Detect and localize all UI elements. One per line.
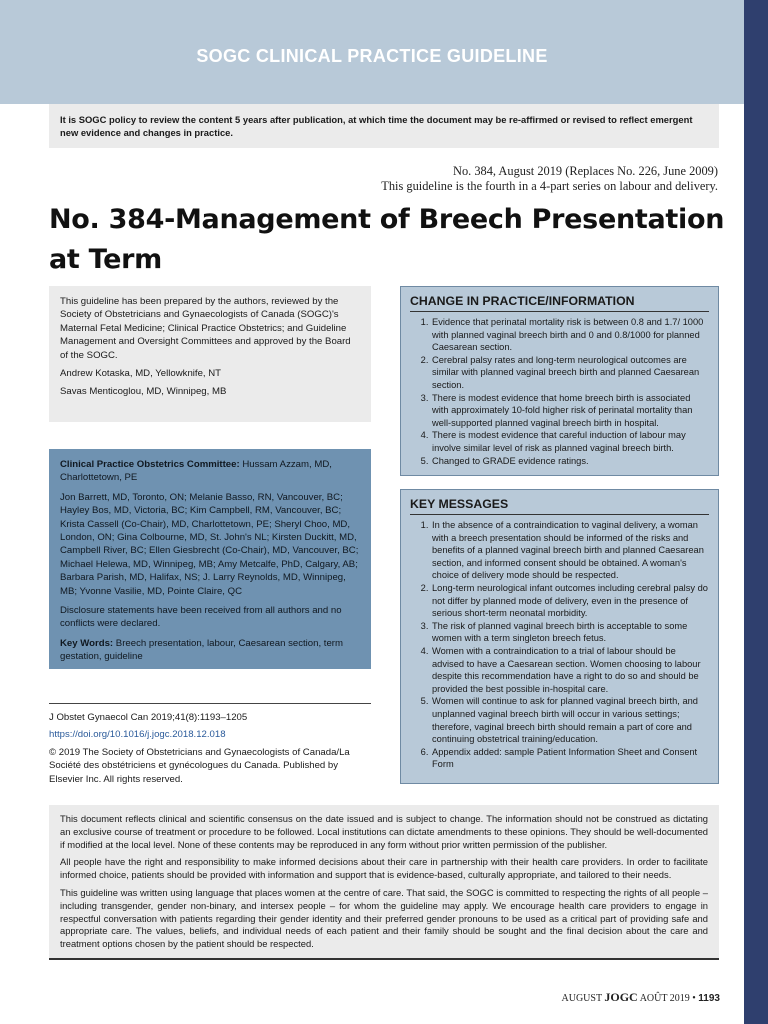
- list-item: 4. Women with a contraindication to a trial of labour should be advised to have a Caesarean section. Women choosing to labour despite this recommendation have a right to do so and should be provided the best possible in-hospital care.: [431, 645, 709, 695]
- disclosure-statement: Disclosure statements have been received from all authors and no conflicts were declared.: [60, 605, 342, 630]
- page-footer: [562, 990, 721, 1005]
- list-item: 4. There is modest evidence that careful induction of labour may involve similar level of risk as planned vaginal breech birth.: [431, 429, 709, 454]
- change-in-practice-box: [400, 286, 719, 476]
- key-messages-list: [410, 519, 709, 771]
- journal-citation: J Obstet Gynaecol Can 2019;41(8):1193–1205: [49, 712, 248, 723]
- change-list: [410, 316, 709, 467]
- banner-title: SOGC CLINICAL PRACTICE GUIDELINE: [196, 46, 548, 66]
- keywords-label: Key Words:: [60, 637, 114, 649]
- guideline-number: No. 384, August 2019 (Replaces No. 226, June 2009): [453, 164, 718, 178]
- disclaimer-paragraph: This guideline was written using language that places women at the centre of care. That said, the SOGC is committed to respecting the rights of all people – including transgender, gender non-binary, and intersex people – for whom the guideline may apply. We encourage health care providers to engage in respectful conversation with patients regarding their gender identity and their preferred gender pronouns to be used as a critical part of providing safe and appropriate care. The values, beliefs, and individual needs of each patient and their family should be sought and the final decision about the care and treatment options chosen by the patient should be respected.: [60, 886, 708, 950]
- disclaimer-paragraph: This document reflects clinical and scientific consensus on the date issued and is subject to change. The information should not be construed as dictating an exclusive course of treatment or procedure to be followed. Local institutions can dictate amendments to these opinions. They should be well-documented if modified at the local level. None of these contents may be reproduced in any form without prior written permission of the publisher.: [60, 813, 708, 850]
- key-messages-box: [400, 489, 719, 784]
- guideline-meta: [381, 164, 718, 193]
- author-2: Savas Menticoglou, MD, Winnipeg, MB: [60, 386, 227, 398]
- list-item: 3. The risk of planned vaginal breech birth is acceptable to some women with a term singleton breech fetus.: [431, 620, 709, 645]
- list-item: 1. Evidence that perinatal mortality risk is between 0.8 and 1.7/ 1000 with planned vaginal breech birth and 0 and 0.8/1000 for planned Caesarean section.: [431, 316, 709, 354]
- keywords-text: Breech presentation, labour, Caesarean section, term gestation, guideline: [60, 637, 343, 663]
- author-1: Andrew Kotaska, MD, Yellowknife, NT: [60, 368, 222, 380]
- footer-month-fr: AOÛT 2019: [639, 993, 690, 1004]
- page-edge-strip: [744, 0, 768, 1024]
- committee-box: [49, 449, 371, 669]
- footer-separator: •: [692, 993, 696, 1004]
- page-title: [49, 200, 739, 280]
- citation-block: [49, 711, 371, 790]
- copyright-notice: © 2019 The Society of Obstetricians and Gynaecologists of Canada/La Société des obstétriciens et gynécologues du Canada. Published by Elsevier Inc. All rights reserved.: [49, 746, 350, 785]
- committee-label: Clinical Practice Obstetrics Committee:: [60, 459, 240, 470]
- list-item: 5. Women will continue to ask for planned vaginal breech birth, and unplanned vaginal breech birth will occur in various settings; therefore, vaginal breech birth should remain a part of core and continuing obstetrical training/education.: [431, 695, 709, 745]
- committee-members: Jon Barrett, MD, Toronto, ON; Melanie Basso, RN, Vancouver, BC; Hayley Bos, MD, Victoria, BC; Kim Campbell, RM, Vancouver, BC; Krista Cassell (Co-Chair), MD, Charlottetown, PE; Sheryl Choo, MD, London, ON; Gina Colbourne, MD, St. John's NL; Kirsten Duckitt, MD, Campbell River, BC; Ellen Giesbrecht (Co-Chair), MD, Vancouver, BC; Michael Helewa, MD, Winnipeg, MB; Amy Metcalfe, PhD, Calgary, AB; Barbara Parish, MD, Halifax, NS; J. Larry Reynolds, MD, Winnipeg, MB; Yvonne Vasilie, MD, Pointe Claire, QC: [60, 491, 359, 597]
- preparation-text: This guideline has been prepared by the authors, reviewed by the Society of Obstetricians and Gynaecologists of Canada (SOGC)'s Maternal Fetal Medicine; Clinical Practice Obstetrics; and Guideline Management and Oversight Committees and approved by the Board of the SOGC.: [60, 296, 351, 361]
- title-line-1: No. 384-Management of Breech Presentation: [49, 204, 725, 235]
- key-box-heading: KEY MESSAGES: [410, 497, 709, 515]
- disclaimer-paragraph: All people have the right and responsibility to make informed decisions about their care in partnership with their health care providers. In order to facilitate informed choice, patients should be provided with information and support that is evidence-based, culturally appropriate, and tailored to their needs.: [60, 856, 708, 881]
- disclaimer-box: [49, 805, 719, 960]
- guideline-banner: [0, 0, 744, 104]
- change-box-heading: CHANGE IN PRACTICE/INFORMATION: [410, 294, 709, 312]
- footer-journal: JOGC: [604, 990, 638, 1004]
- page-number: 1193: [698, 993, 720, 1004]
- review-policy-note: It is SOGC policy to review the content 5 years after publication, at which time the document may be re-affirmed or revised to reflect emergent new evidence and changes in practice.: [49, 104, 719, 148]
- committee-chair-name: Hussam Azzam, MD, Charlottetown, PE: [60, 459, 332, 484]
- list-item: 6. Appendix added: sample Patient Information Sheet and Consent Form: [431, 746, 709, 771]
- list-item: 2. Cerebral palsy rates and long-term neurological outcomes are similar with planned vaginal breech birth and planned Caesarean section.: [431, 354, 709, 392]
- list-item: 2. Long-term neurological infant outcomes including cerebral palsy do not differ by planned mode of delivery, even in the presence of serious short-term neonatal morbidity.: [431, 582, 709, 620]
- keywords: [60, 637, 360, 664]
- series-note: This guideline is the fourth in a 4-part series on labour and delivery.: [381, 178, 718, 193]
- title-line-2: at Term: [49, 244, 163, 275]
- citation-divider: [49, 703, 371, 704]
- committee-chair: [60, 458, 360, 485]
- list-item: 1. In the absence of a contraindication to vaginal delivery, a woman with a breech presentation should be informed of the risks and benefits of a planned vaginal breech birth and planned Caesarean section, and informed consent should be obtained. A woman's choice of delivery mode should be respected.: [431, 519, 709, 582]
- doi-link[interactable]: https://doi.org/10.1016/j.jogc.2018.12.018: [49, 729, 226, 741]
- list-item: 5. Changed to GRADE evidence ratings.: [431, 455, 709, 468]
- footer-month: AUGUST: [561, 993, 602, 1004]
- preparation-box: [49, 286, 371, 422]
- list-item: 3. There is modest evidence that home breech birth is associated with approximately 10-fold higher risk of perinatal mortality than well-supported planned vaginal breech birth in hospital.: [431, 392, 709, 430]
